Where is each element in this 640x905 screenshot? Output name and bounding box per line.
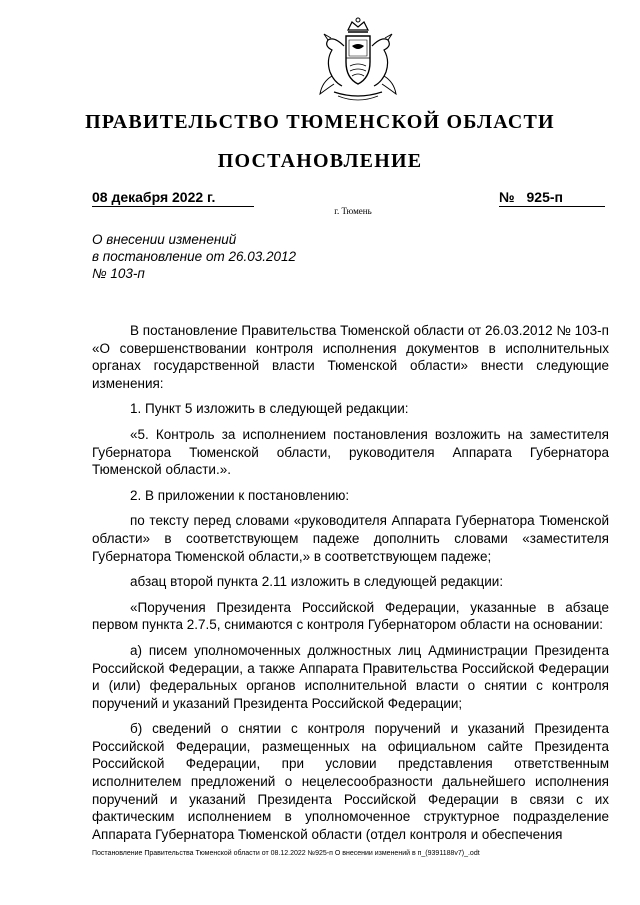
body-paragraph: 2. В приложении к постановлению: [130,487,350,503]
footer-file-info: Постановление Правительства Тюменской области от 08.12.2022 №925-п О внесении изменений в п_(9391188v7)_.odt [92,850,480,857]
document-body [92,322,609,851]
number-sign: № [499,189,515,205]
subject-line: О внесении изменений [92,232,237,247]
body-paragraph: 1. Пункт 5 изложить в следующей редакции: [130,401,409,417]
body-paragraph: а) писем уполномоченных должностных лиц Администрации Президента Российской Федерации, а также Аппарата Правительства Российской Федерации и (или) федеральных органов исполнительной власти о снятии с контроля поручений и указаний Президента Российской Федерации; [92,642,609,711]
subject-line: № 103-п [92,266,145,281]
body-paragraph: В постановление Правительства Тюменской области от 26.03.2012 № 103-п «О совершенствовании контроля исполнения документов в исполнительных органах государственной власти Тюменской области» внести следующие изменения: [92,323,609,391]
document-number-block [499,189,605,207]
body-paragraph: абзац второй пункта 2.11 изложить в следующей редакции: [130,574,504,590]
document-number: 925-п [526,189,563,205]
body-paragraph: б) сведений о снятии с контроля поручений и указаний Президента Российской Федерации, размещенных на официальном сайте Президента Российской Федерации, при условии представления ответственным исполнителем предложений о нецелесообразности дальнейшего исполнения поручений и указаний Президента Российской Федерации в связи с их фактическим исполнением в уполномоченное структурное подразделение Аппарата Губернатора Тюменской области (отдел контроля и обеспечения [92,721,609,842]
body-paragraph: по тексту перед словами «руководителя Аппарата Губернатора Тюменской области» в соответствующем падеже дополнить словами «заместителя Губернатора Тюменской области,» в соответствующем падеже; [92,513,609,564]
body-paragraph: «5. Контроль за исполнением постановления возложить на заместителя Губернатора Тюменской области, руководителя Аппарата Губернатора Тюменской области.». [92,426,609,478]
document-subject [92,231,296,282]
coat-of-arms-emblem [312,16,404,102]
subject-line: в постановление от 26.03.2012 [92,249,297,264]
document-type-title: ПОСТАНОВЛЕНИЕ [217,150,423,172]
body-paragraph: «Поручения Президента Российской Федерации, указанные в абзаце первом пункта 2.7.5, снимаются с контроля Губернатором области на основании: [92,599,609,633]
city-label: г. Тюмень [334,206,372,216]
document-date: 08 декабря 2022 г. [92,189,254,207]
organization-title: ПРАВИТЕЛЬСТВО ТЮМЕНСКОЙ ОБЛАСТИ [85,111,555,133]
